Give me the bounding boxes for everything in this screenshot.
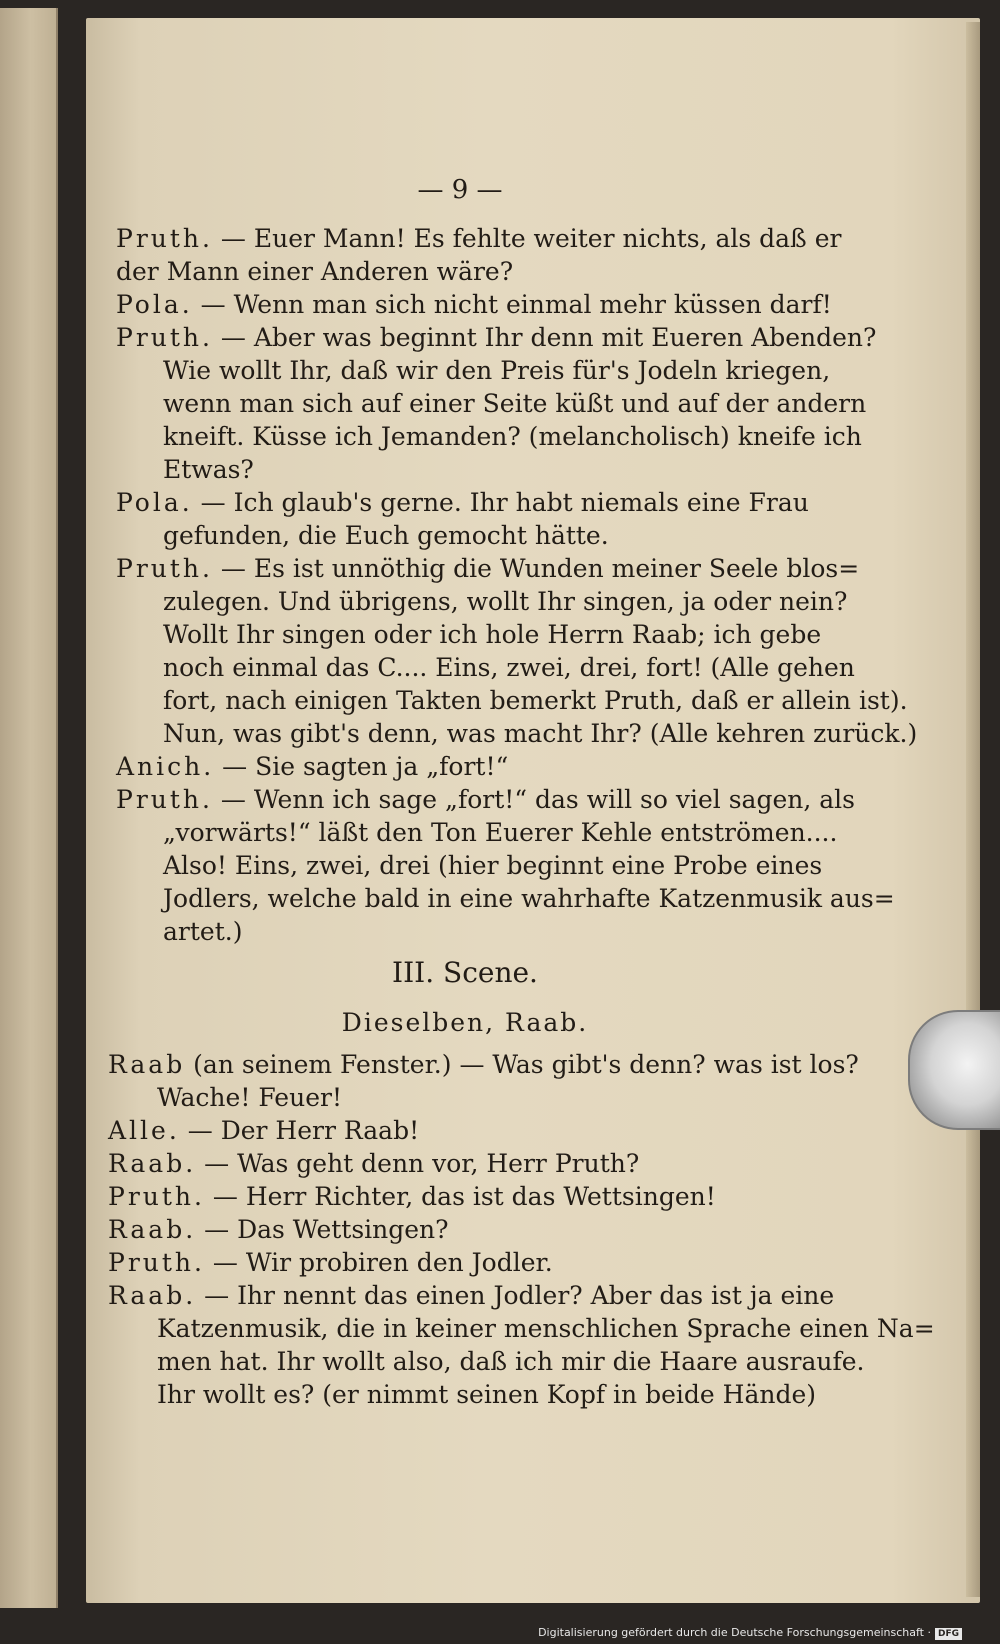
line-text: Katzenmusik, die in keiner menschlichen Sprache einen Na=: [157, 1314, 935, 1343]
text-line: [163, 585, 847, 618]
line-text: der Mann einer Anderen wäre?: [116, 257, 514, 286]
text-line: [163, 618, 821, 651]
text-line: [163, 717, 917, 750]
line-text: Wollt Ihr singen oder ich hole Herrn Raab; ich gebe: [163, 620, 822, 649]
text-line: [116, 750, 508, 783]
text-line: [116, 321, 876, 354]
text-line: [163, 354, 830, 387]
line-text: Also! Eins, zwei, drei (hier beginnt eine Probe eines: [163, 851, 823, 880]
line-text: — Ihr nennt das einen Jodler? Aber das ist ja eine: [196, 1281, 835, 1310]
line-text: — Euer Mann! Es fehlte weiter nichts, als daß er: [212, 224, 842, 253]
line-text: — Herr Richter, das ist das Wettsingen!: [204, 1182, 716, 1211]
line-text: men hat. Ihr wollt also, daß ich mir die Haare ausraufe.: [157, 1347, 865, 1376]
line-text: Wache! Feuer!: [157, 1083, 342, 1112]
credit-text: Digitalisierung gefördert durch die Deutsche Forschungsgemeinschaft ·: [538, 1626, 931, 1639]
line-text: „vorwärts!“ läßt den Ton Euerer Kehle entströmen....: [163, 818, 838, 847]
speaker-name: Raab.: [108, 1149, 197, 1178]
text-line: [116, 288, 832, 321]
line-text: — Ich glaub's gerne. Ihr habt niemals eine Frau: [192, 488, 809, 517]
page-stack-edge: [966, 22, 980, 1597]
digitization-credit: [538, 1626, 962, 1640]
text-line: [163, 915, 242, 948]
text-line: [108, 1180, 716, 1213]
text-line: [157, 1081, 342, 1114]
speaker-name: Pruth.: [116, 554, 213, 583]
line-text: fort, nach einigen Takten bemerkt Pruth, daß er allein ist).: [163, 686, 908, 715]
speaker-name: Pola.: [116, 290, 193, 319]
text-line: [116, 552, 859, 585]
line-text: artet.): [163, 917, 243, 946]
line-text: — Wir probiren den Jodler.: [204, 1248, 553, 1277]
line-text: Etwas?: [163, 455, 254, 484]
text-line: [163, 519, 609, 552]
line-text: zulegen. Und übrigens, wollt Ihr singen, ja oder nein?: [163, 587, 848, 616]
scene-heading: III. Scene.: [392, 956, 538, 989]
line-text: Wie wollt Ihr, daß wir den Preis für's Jodeln kriegen,: [163, 356, 831, 385]
line-text: — Wenn man sich nicht einmal mehr küssen darf!: [192, 290, 832, 319]
speaker-name: Raab: [108, 1050, 186, 1079]
text-line: [108, 1114, 419, 1147]
line-text: — Was geht denn vor, Herr Pruth?: [196, 1149, 640, 1178]
text-line: [163, 420, 862, 453]
line-text: Nun, was gibt's denn, was macht Ihr? (Alle kehren zurück.): [163, 719, 918, 748]
text-line: [157, 1345, 865, 1378]
speaker-name: Alle.: [108, 1116, 180, 1145]
text-line: [163, 387, 866, 420]
line-text: — Das Wettsingen?: [196, 1215, 449, 1244]
speaker-name: Raab.: [108, 1281, 197, 1310]
text-line: [157, 1378, 816, 1411]
text-line: [163, 684, 908, 717]
previous-page-edge: [0, 8, 58, 1608]
text-line: [116, 255, 513, 288]
text-line: [163, 816, 837, 849]
text-line: [116, 783, 855, 816]
line-text: — Aber was beginnt Ihr denn mit Eueren Abenden?: [212, 323, 877, 352]
speaker-name: Anich.: [116, 752, 215, 781]
speaker-name: Raab.: [108, 1215, 197, 1244]
text-line: [108, 1147, 639, 1180]
line-text: (an seinem Fenster.) — Was gibt's denn? was ist los?: [185, 1050, 859, 1079]
line-text: noch einmal das C.... Eins, zwei, drei, fort! (Alle gehen: [163, 653, 855, 682]
line-text: — Der Herr Raab!: [179, 1116, 420, 1145]
text-line: [157, 1312, 935, 1345]
dfg-logo: DFG: [935, 1628, 962, 1640]
line-text: gefunden, die Euch gemocht hätte.: [163, 521, 609, 550]
line-text: — Es ist unnöthig die Wunden meiner Seele blos=: [212, 554, 860, 583]
text-line: [108, 1213, 449, 1246]
page-number: — 9 —: [417, 175, 503, 205]
speaker-name: Pruth.: [108, 1182, 205, 1211]
text-line: [108, 1246, 553, 1279]
line-text: wenn man sich auf einer Seite küßt und auf der andern: [163, 389, 867, 418]
text-line: [108, 1279, 834, 1312]
text-line: [116, 486, 809, 519]
text-line: [116, 222, 841, 255]
line-text: — Sie sagten ja „fort!“: [214, 752, 509, 781]
scene-characters: Dieselben, Raab.: [341, 1008, 589, 1037]
line-text: — Wenn ich sage „fort!“ das will so viel sagen, als: [212, 785, 855, 814]
speaker-name: Pruth.: [108, 1248, 205, 1277]
text-line: [163, 882, 895, 915]
speaker-name: Pruth.: [116, 323, 213, 352]
text-line: [163, 849, 822, 882]
line-text: Jodlers, welche bald in eine wahrhafte Katzenmusik aus=: [163, 884, 895, 913]
line-text: kneift. Küsse ich Jemanden? (melancholisch) kneife ich: [163, 422, 862, 451]
text-line: [163, 453, 254, 486]
text-line: [108, 1048, 859, 1081]
text-line: [163, 651, 855, 684]
line-text: Ihr wollt es? (er nimmt seinen Kopf in beide Hände): [157, 1380, 816, 1409]
speaker-name: Pruth.: [116, 785, 213, 814]
speaker-name: Pruth.: [116, 224, 213, 253]
speaker-name: Pola.: [116, 488, 193, 517]
